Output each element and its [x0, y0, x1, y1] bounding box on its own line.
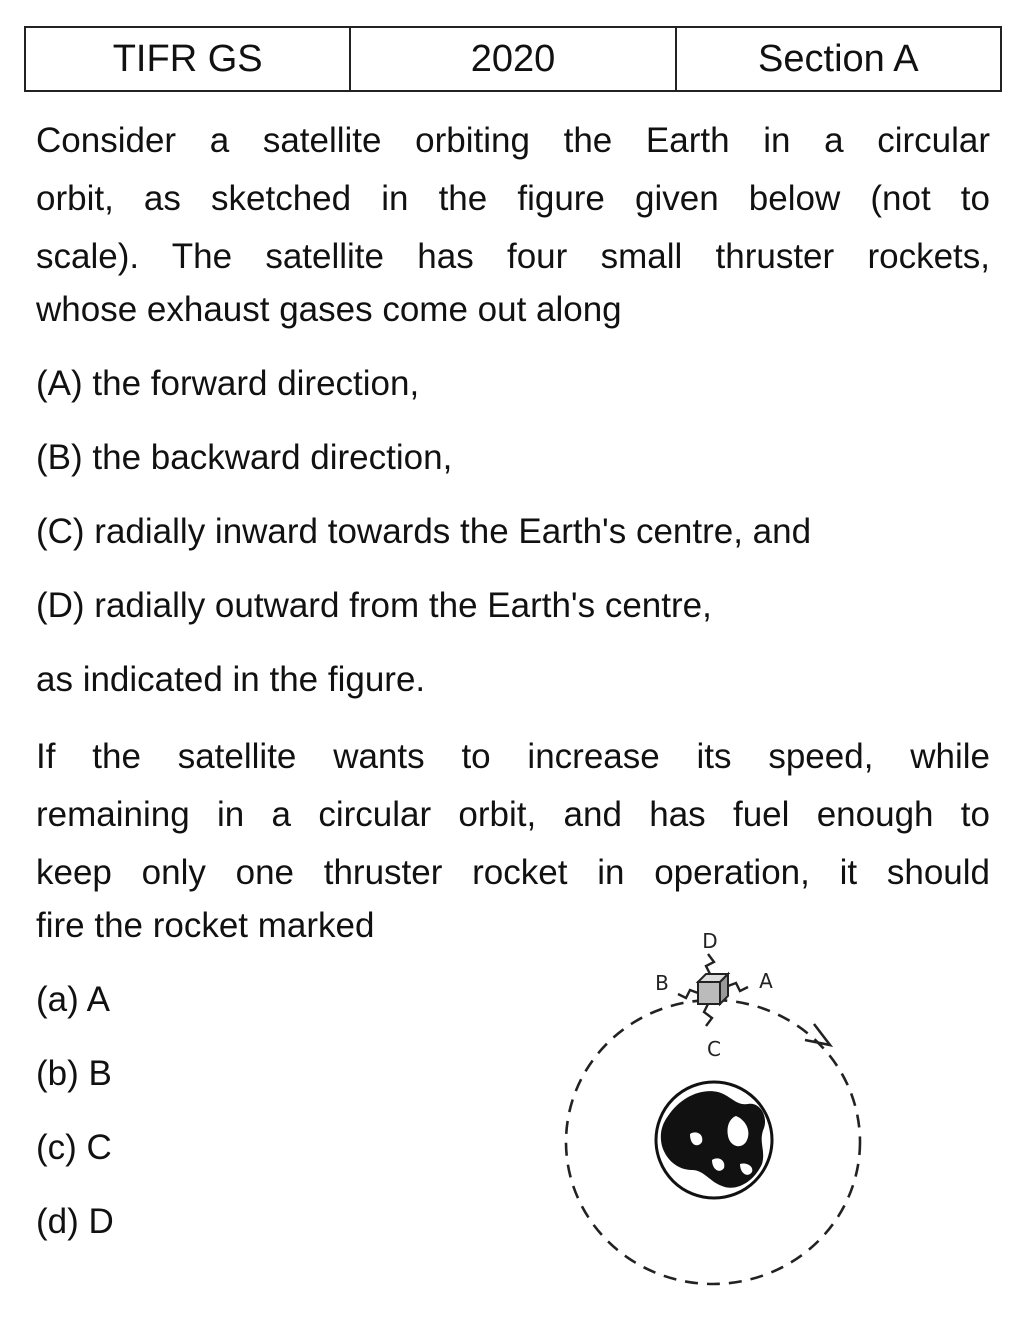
- orbit-figure: [540, 920, 880, 1295]
- question-line: keep only one thruster rocket in operation, it should: [36, 853, 990, 892]
- question-task-last: fire the rocket marked: [36, 906, 375, 945]
- direction-b: (B) the backward direction,: [36, 438, 453, 477]
- option-a[interactable]: (a) A: [36, 980, 110, 1019]
- question-line: Consider a satellite orbiting the Earth in a circular: [36, 121, 990, 160]
- header-table: [24, 26, 1002, 92]
- thruster-a-icon: [728, 983, 748, 991]
- question-line: If the satellite wants to increase its speed, while: [36, 737, 990, 776]
- label-d: D: [702, 929, 718, 953]
- question-task: [36, 728, 990, 902]
- earth-icon: [656, 1082, 772, 1198]
- question-intro-last: whose exhaust gases come out along: [36, 290, 622, 329]
- closing-text: as indicated in the figure.: [36, 660, 426, 699]
- thruster-c-icon: [704, 1004, 712, 1026]
- orbit-direction-arrow-icon: [805, 1024, 830, 1045]
- direction-d: (D) radially outward from the Earth's centre,: [36, 586, 712, 625]
- question-intro: [36, 112, 990, 286]
- header-year: 2020: [351, 28, 676, 90]
- question-line: remaining in a circular orbit, and has fuel enough to: [36, 795, 990, 834]
- direction-c: (C) radially inward towards the Earth's centre, and: [36, 512, 812, 551]
- option-b[interactable]: (b) B: [36, 1054, 112, 1093]
- option-d[interactable]: (d) D: [36, 1202, 114, 1241]
- thruster-b-icon: [678, 990, 698, 998]
- header-section: Section A: [758, 37, 919, 80]
- direction-a: (A) the forward direction,: [36, 364, 420, 403]
- label-b: B: [655, 971, 669, 995]
- question-line: orbit, as sketched in the figure given below (not to: [36, 179, 990, 218]
- question-line: scale). The satellite has four small thruster rockets,: [36, 237, 990, 276]
- satellite-icon: [698, 974, 728, 1004]
- label-c: C: [707, 1037, 721, 1061]
- thruster-d-icon: [706, 954, 714, 974]
- label-a: A: [759, 969, 773, 993]
- option-c[interactable]: (c) C: [36, 1128, 112, 1167]
- header-exam: TIFR GS: [26, 28, 351, 90]
